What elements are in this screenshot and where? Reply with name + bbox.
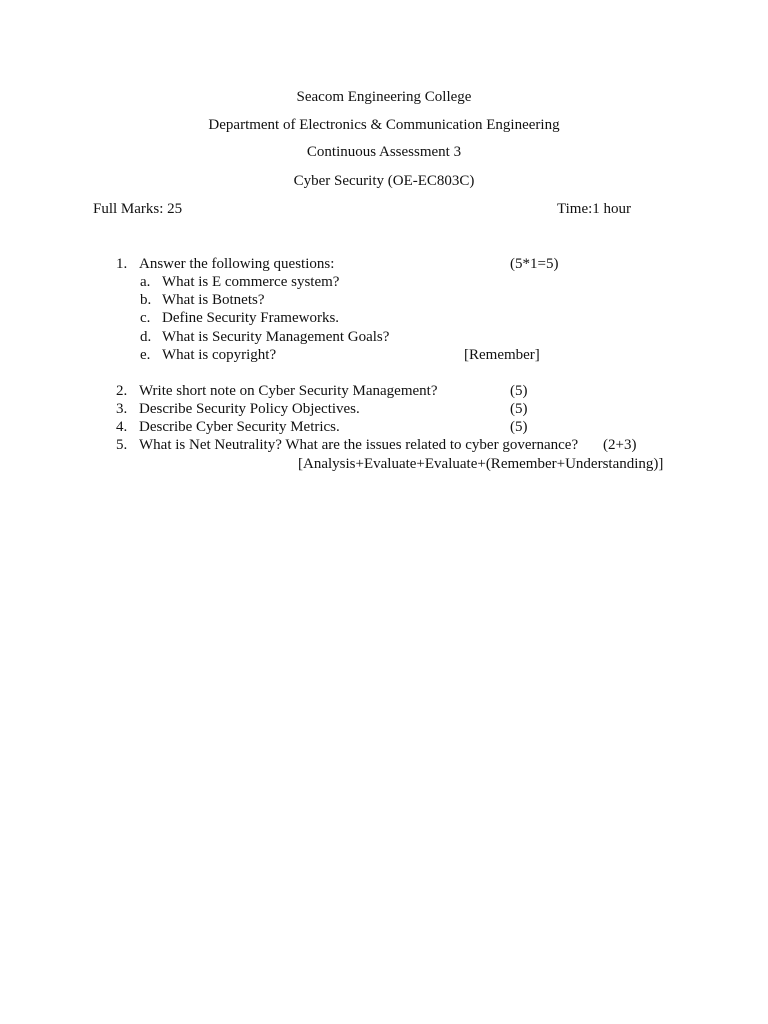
question-marks: (5*1=5) [510, 256, 559, 272]
question-number: 4. [116, 419, 128, 435]
subpart-text: Define Security Frameworks. [162, 310, 340, 326]
assessment-title: Continuous Assessment 3 [306, 144, 462, 160]
question-number: 2. [116, 383, 128, 399]
question-marks: (5) [510, 383, 528, 399]
subpart-text: What is Security Management Goals? [162, 329, 390, 345]
question-text: Describe Security Policy Objectives. [139, 401, 360, 417]
question-marks: (2+3) [603, 437, 637, 453]
question-text: Describe Cyber Security Metrics. [139, 419, 340, 435]
subpart-text: What is E commerce system? [162, 274, 340, 290]
subpart-text: What is copyright? [162, 347, 277, 363]
subpart-text: What is Botnets? [162, 292, 265, 308]
full-marks: Full Marks: 25 [93, 201, 183, 217]
question-marks: (5) [510, 401, 528, 417]
question-text: What is Net Neutrality? What are the issues related to cyber governance? [139, 437, 579, 453]
subpart-label: d. [140, 329, 152, 345]
college-name: Seacom Engineering College [296, 89, 472, 105]
department-name: Department of Electronics & Communication Engineering [208, 117, 560, 133]
question-number: 3. [116, 401, 128, 417]
subpart-label: b. [140, 292, 152, 308]
question-number: 5. [116, 437, 128, 453]
exam-time: Time:1 hour [557, 201, 632, 217]
question-marks: (5) [510, 419, 528, 435]
subject-title: Cyber Security (OE-EC803C) [293, 173, 475, 189]
subpart-label: c. [140, 310, 151, 326]
bloom-level: [Remember] [464, 347, 540, 363]
subpart-label: a. [140, 274, 151, 290]
question-number: 1. [116, 256, 128, 272]
subpart-label: e. [140, 347, 151, 363]
question-text: Answer the following questions: [139, 256, 335, 272]
bloom-taxonomy-footer: [Analysis+Evaluate+Evaluate+(Remember+Understanding)] [298, 456, 664, 472]
question-text: Write short note on Cyber Security Management? [139, 383, 438, 399]
